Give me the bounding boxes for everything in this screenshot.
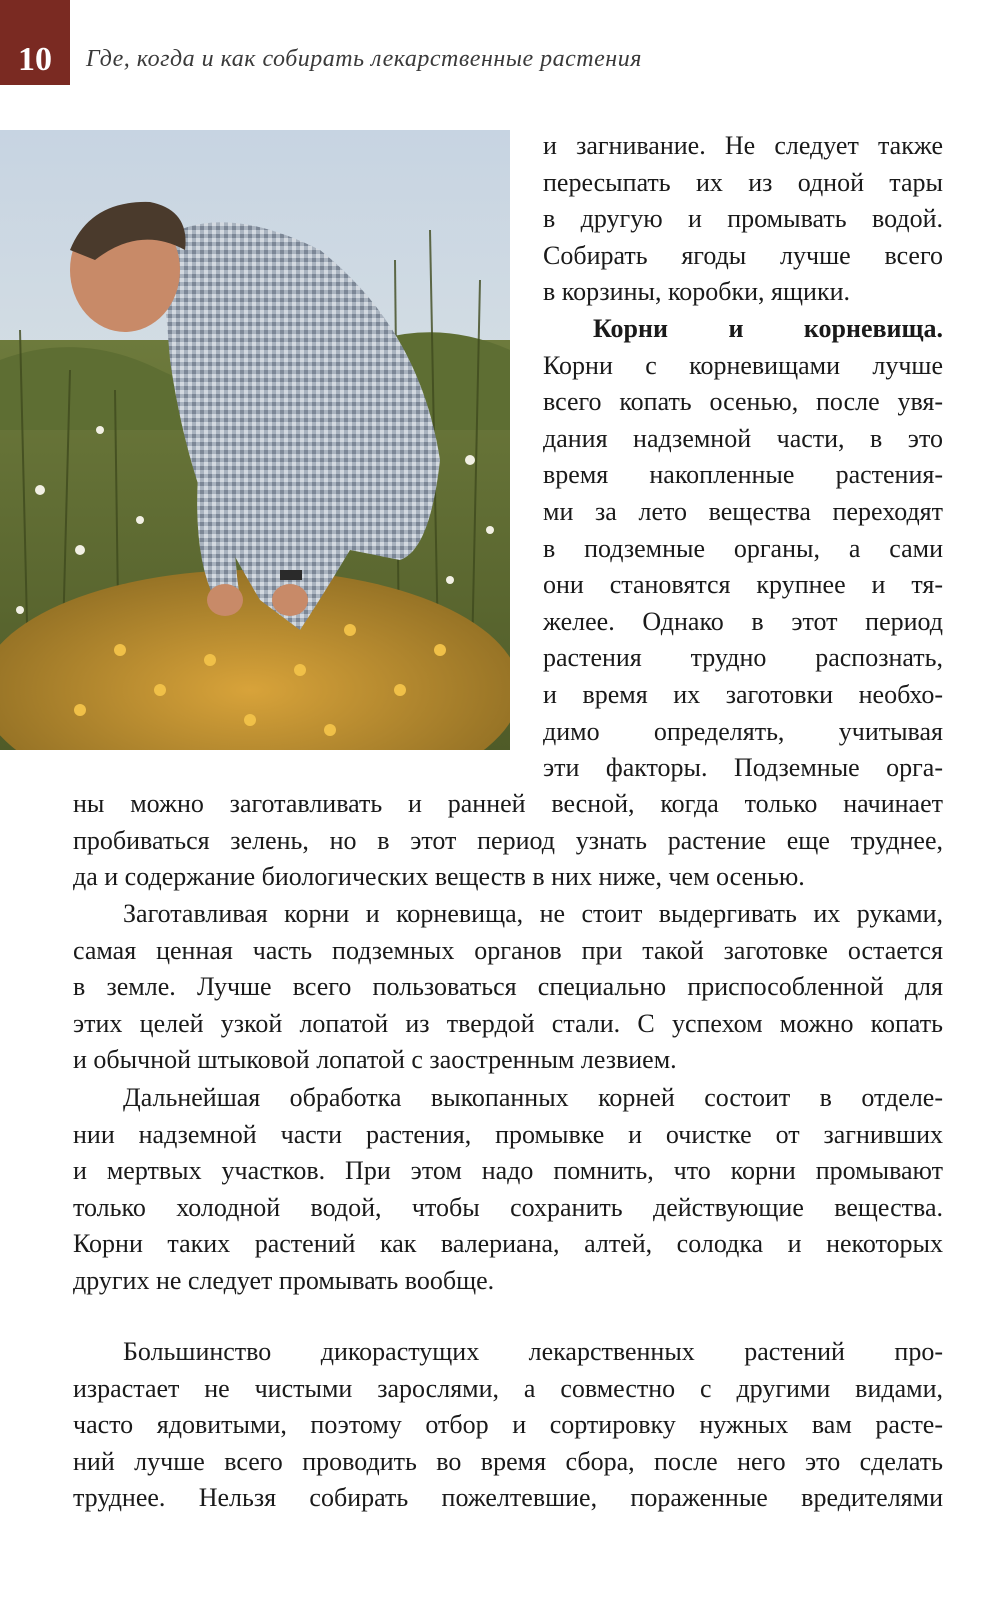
paragraph-wild-plants (73, 1334, 943, 1517)
text-line: в корзины, коробки, ящики. (543, 277, 850, 307)
text-line: димо определять, учитывая (543, 716, 943, 746)
text-line: других не следует промывать вообще. (73, 1265, 495, 1295)
text-line: в подземные органы, а сами (543, 533, 943, 563)
text-line: ми за лето вещества переходят (543, 496, 943, 526)
text-line: растения трудно распознать, (543, 643, 943, 673)
text-line: и время их заготовки необхо- (543, 679, 943, 709)
photo-herb-collecting (0, 130, 510, 750)
text-line: и обычной штыковой лопатой с заостренным лезвием. (73, 1045, 677, 1075)
text-line: Заготавливая корни и корневища, не стоит выдергивать их руками, (123, 899, 943, 928)
text-line: и мертвых участков. При этом надо помнить, что корни промывают (73, 1156, 943, 1186)
section-subheading: Корни и корневища. (593, 313, 943, 343)
text-line: Большинство дикорастущих лекарственных растений про- (123, 1337, 943, 1366)
text-line: Собирать ягоды лучше всего (543, 240, 943, 270)
text-line: Корни с корневищами лучше (543, 350, 943, 380)
paragraph-continuation (73, 786, 943, 896)
text-line: труднее. Нельзя собирать пожелтевшие, пораженные вредителями (73, 1483, 943, 1513)
text-line: ний лучше всего проводить во время сбора, после него это сделать (73, 1446, 943, 1476)
text-line: в земле. Лучше всего пользоваться специально приспособленной для (73, 972, 943, 1002)
text-line: да и содержание биологических веществ в них ниже, чем осенью. (73, 862, 805, 892)
right-column-text (543, 128, 943, 787)
text-line: пробиваться зелень, но в этот период узнать растение еще труднее, (73, 825, 943, 855)
text-line: в другую и промывать водой. (543, 204, 943, 234)
text-line: всего копать осенью, после увя- (543, 387, 943, 417)
text-line: эти факторы. Подземные орга- (543, 753, 943, 783)
page-number: 10 (18, 41, 52, 78)
text-line: часто ядовитыми, поэтому отбор и сортировку нужных вам расте- (73, 1410, 943, 1440)
text-line: только холодной водой, чтобы сохранить действующие вещества. (73, 1192, 943, 1222)
text-line: нии надземной части растения, промывке и очистке от загнивших (73, 1119, 943, 1149)
text-line: Дальнейшая обработка выкопанных корней состоит в отделе- (123, 1083, 943, 1112)
paragraph-digging-roots (73, 896, 943, 1079)
text-line: и загнивание. Не следует также (543, 131, 943, 160)
text-line: они становятся крупнее и тя- (543, 570, 943, 600)
running-title: Где, когда и как собирать лекарственные растения (86, 46, 642, 72)
page-number-box (0, 0, 70, 85)
paragraph-processing-roots (73, 1080, 943, 1300)
text-line: время накопленные растения- (543, 460, 943, 490)
text-line: ны можно заготавливать и ранней весной, когда только начинает (73, 789, 943, 818)
text-line: Корни таких растений как валериана, алтей, солодка и некоторых (73, 1229, 943, 1259)
text-line: израстает не чистыми зарослями, а совместно с другими видами, (73, 1373, 943, 1403)
text-line: самая ценная часть подземных органов при такой заготовке остается (73, 935, 943, 965)
text-line: этих целей узкой лопатой из твердой стали. С успехом можно копать (73, 1008, 943, 1038)
text-line: пересыпать их из одной тары (543, 167, 943, 197)
text-line: желее. Однако в этот период (543, 606, 943, 636)
text-line: дания надземной части, в это (543, 423, 943, 453)
